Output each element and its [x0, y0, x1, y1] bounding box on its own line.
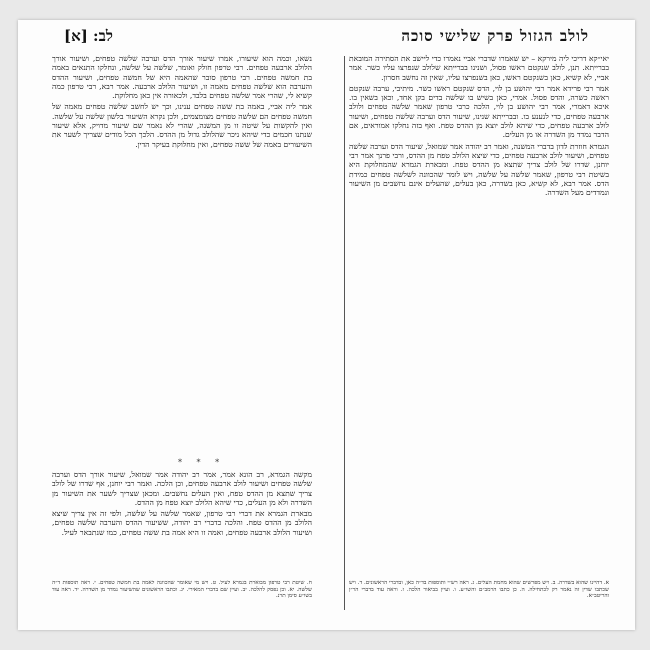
folio-number: לב: [א] [64, 26, 113, 45]
page-header [64, 26, 589, 46]
left-column-lower [52, 470, 312, 575]
book-page [18, 20, 635, 630]
paragraph: מבארת הגמרא את דברי רבי טרפון, שאמר שלשה על שלשה, ולפי זה אין צריך שיצא הלולב מן ההדס טפח. והלכה כדברי רב יהודה, ששיעור ההדס והערבה שלשה טפחים, ושיעור הלולב ארבעה טפחים, ואמה זו היא אמה בת ששה טפחים, כמו שנתבאר לעיל. [52, 509, 312, 537]
paragraph: אמר רבי פרידא אמר רבי יהושע בן לוי, הדס שנקטם ראשו כשר. מיתיבי, ערבה שנקטם ראשה כשרה, והדס פסול. אמרי, כאן בשיש בו שלשה בדים בקן אחד, וכאן בשאין בו. איכא דאמרי, אמר רבי יהושע בן לוי, הלכה כרבי טרפון שאמר שלשה טפחים ולולב ארבעה טפחים, כדי לנענע בו. ובברייתא שנינו, שיעור הדס וערבה שלשה טפחים, ושיעור לולב ארבעה טפחים, כדי שיהא לולב יוצא מן ההדס טפח. ואף בזה נחלקו אמוראים, אם הדבר נמדד מן השדרה או מן העלים. [349, 83, 609, 140]
paragraph: אמר ליה אביי, באמה בת ששה טפחים ענינו, וכך יש לחשב שלשה טפחים מאמה של חמשה טפחים הם שלשה טפחים מצומצמים, ולכן נקרא השיעור בלשון שלשה על שלשה. ואין להקשות על שיטה זו מן המשנה, שהרי לא נאמר שם שיעור מדויק, אלא שיעור שנתנו חכמים כדי שיהא ניכר שהלולב גדול מן ההדס. הלכך הכל מודים שצריך לשער את השיעורים באמה של ששה טפחים, ואין מחלוקת בעיקר הדין. [52, 102, 312, 149]
section-separator: * * * [178, 458, 226, 467]
paragraph: נשאו, וכמה הוא שיעורו, אמרו שיעור אורך הדס וערבה שלשה טפחים, ושיעור אורך הלולב ארבעה טפחים. רבי טרפון חולק ואומר, שלשה על שלשה, ונחלקו התנאים באמה בת חמשה טפחים. רבי טרפון סובר שהאמה היא של חמשה טפחים, ושיעור ההדס והערבה הוא שלשה טפחים מאמה זו, ושיעור הלולב ארבעה. אמר רבא, רבי טרפון כמה קשיא לי, שהרי אמר שלשה טפחים בלבד, ולכאורה אין כאן מחלוקת. [52, 54, 312, 101]
paragraph: הגמרא חוזרת לדון בדברי המשנה, ואמר רב יהודה אמר שמואל, שיעור הדס וערבה שלשה טפחים, ושיעור לולב ארבעה טפחים, כדי שיצא הלולב טפח מן ההדס, ורבי פרנך אמר רבי יוחנן, שדרו של לולב צריך שתצא מן ההדס טפח. ומבארת הגמרא שהמחלוקת היא בשיטת רבי טרפון, שאמר שלשה על שלשה, ויש לומר שהכוונה לשלשה טפחים כמידת הדס. אמר רבא, לא קשיא, כאן בשדרה, כאן בעלים, שהעלים אינם נחשבים מן השיעור ונמדדים מעל השדרה. [349, 141, 609, 198]
column-divider [344, 56, 345, 610]
paragraph: יאי״קא דריכי ליה מירקא – יש שאמרו שדברי אביי נאמרו כדי ליישב את הסתירה המובאת בברייתא. תנן, לולב שנקטם ראשו פסול, ושנינו בברייתא שלולב שנפרצו עליו כשר. אמר אביי, לא קשיא, כאן בשנקטם ראשו, כאן בשנפרצו עליו, שאין זה נחשב חסרון. [349, 54, 609, 82]
footnotes-right: א. דהיינו שהוא בשדרה. ב. ויש מפרשים שהוא מחמת העלים. ג. ראה רש״י ותוספות בד״ה כאן, ובדברי הראשונים. ד. ויש שכתבו שדין זה נאמר רק לכתחילה. ה. כן כתבו הרמב״ם והשו״ע. ו. ועיין בביאור הלכה. ז. וראה עוד בדברי הר״ן והריטב״א. [349, 580, 609, 600]
right-column [349, 54, 609, 574]
running-title: לולב הגזול פרק שלישי סוכה [401, 26, 589, 45]
paragraph: מקשה הגמרא, רב הונא אמר, אמר רב יהודה אמר שמואל, שיעור אורך הדס וערבה שלשה טפחים ושיעור לולב ארבעה טפחים, וכן הלכה. ואמר רבי יוחנן, אף שדרו של לולב צריך שתצא מן ההדס טפח, ואין העלים נחשבים. ומכאן שצריך לשער את השיעור מן השדרה ולא מן העלים, כדי שיהא הלולב יוצא טפח מן ההדס. [52, 470, 312, 507]
left-column [52, 54, 312, 454]
footnotes-left: ח. שיטת רבי טרפון מבוארת בגמרא לעיל. ט. ויש מי שאומר שהכוונה לאמה בת חמשה טפחים. י. ראה תוספות ד״ה שלשה. יא. וכן נפסק להלכה. יב. ועיין שם בדברי המאירי. יג. וכתבו הראשונים שהשיעור נמדד מן השדרה. יד. ראה עוד בשו״ע סימן תרנ. [52, 580, 312, 600]
